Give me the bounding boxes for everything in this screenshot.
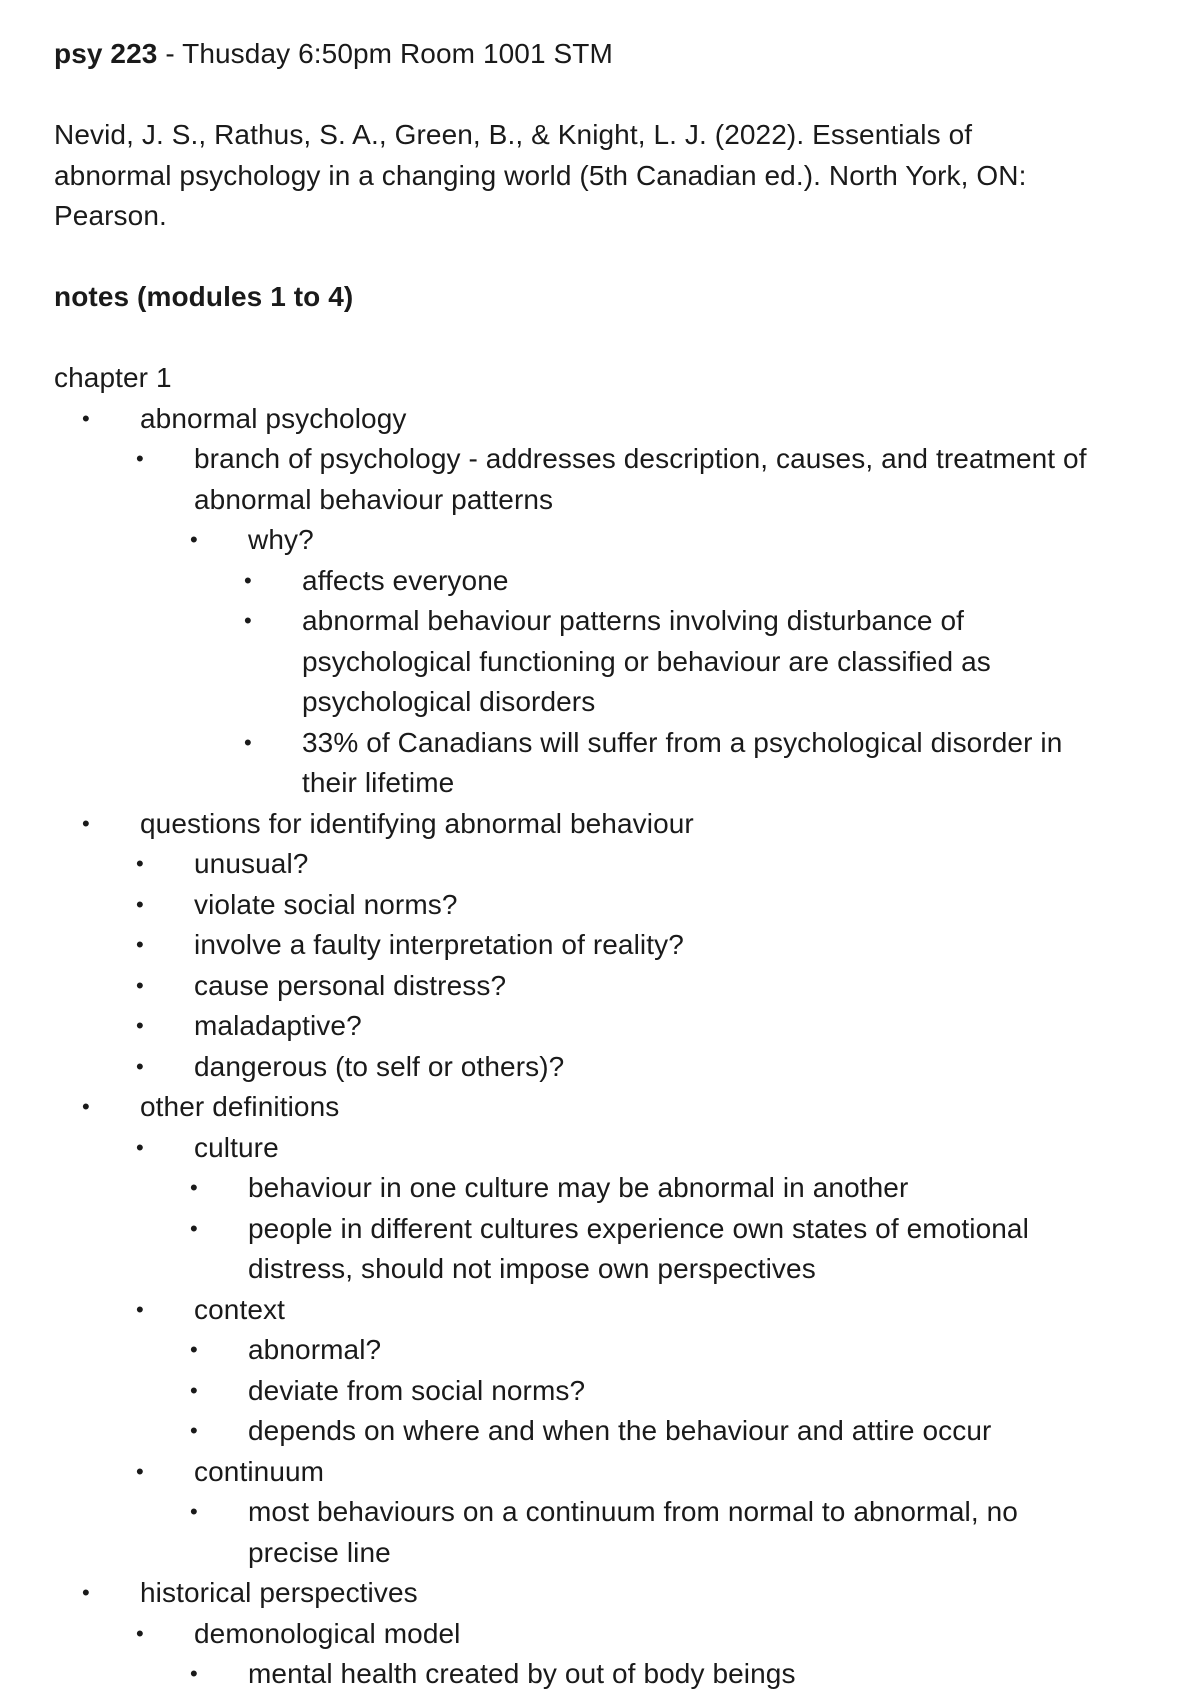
spacer: [54, 237, 1146, 278]
bullet-icon: •: [82, 1580, 90, 1605]
outline-item-text: depends on where and when the behaviour and attire occur: [248, 1415, 992, 1446]
spacer: [54, 75, 1146, 116]
bullet-icon: •: [136, 1013, 144, 1038]
outline-item-text: behaviour in one culture may be abnormal in another: [248, 1172, 909, 1203]
outline-item-level-2: [54, 925, 1146, 966]
outline-item-level-3: [54, 1492, 1146, 1573]
outline-item-text: culture: [194, 1131, 279, 1163]
outline-item-text: continuum: [194, 1455, 325, 1487]
outline-item-level-2: [54, 966, 1146, 1007]
outline-item-level-3: [54, 1209, 1146, 1290]
outline-item-text: abnormal?: [248, 1334, 382, 1365]
bullet-icon: •: [136, 891, 144, 917]
outline-item-level-2: [54, 844, 1146, 885]
outline-item-text: abnormal behaviour patterns involving disturbance of psychological functioning or behaviour are classified as psychological disorders: [302, 605, 991, 717]
outline-item-text: dangerous (to self or others)?: [194, 1050, 565, 1082]
bullet-icon: •: [190, 1661, 198, 1686]
outline-item-text: 33% of Canadians will suffer from a psychological disorder in their lifetime: [302, 726, 1063, 798]
bullet-icon: •: [136, 932, 144, 957]
outline-item-level-2: [54, 1290, 1146, 1331]
outline-item-level-3: [54, 1654, 1146, 1695]
outline-item-level-4: [54, 601, 1146, 723]
bullet-icon: •: [244, 729, 252, 755]
outline-item-text: involve a faulty interpretation of reality?: [194, 929, 684, 960]
outline-item-level-2: [54, 1006, 1146, 1047]
outline-item-level-3: [54, 1411, 1146, 1452]
bullet-icon: •: [190, 1499, 198, 1524]
outline-item-text: why?: [248, 524, 314, 555]
outline-item-level-2: [54, 1128, 1146, 1169]
outline-item-level-4: [54, 723, 1146, 804]
bullet-icon: •: [244, 567, 252, 593]
outline-item-text: branch of psychology - addresses description, causes, and treatment of abnormal behaviour patterns: [194, 443, 1087, 515]
outline-item-level-4: [54, 561, 1146, 602]
outline-item-level-3: [54, 1371, 1146, 1412]
outline-item-text: context: [194, 1293, 285, 1325]
outline-item-text: maladaptive?: [194, 1010, 362, 1041]
bullet-icon: •: [82, 405, 90, 431]
bullet-icon: •: [190, 1337, 198, 1362]
notes-outline: [54, 399, 1146, 1695]
outline-item-level-3: [54, 520, 1146, 561]
outline-item-text: demonological model: [194, 1617, 461, 1649]
course-header: [54, 34, 1146, 75]
bullet-icon: •: [136, 851, 144, 876]
outline-item-level-1: [54, 1087, 1146, 1128]
bullet-icon: •: [136, 1134, 144, 1160]
outline-item-level-2: [54, 885, 1146, 926]
bullet-icon: •: [82, 810, 90, 836]
outline-item-level-1: [54, 804, 1146, 845]
outline-item-text: mental health created by out of body beings: [248, 1658, 796, 1689]
bullet-icon: •: [136, 1296, 144, 1322]
bullet-icon: •: [136, 1458, 144, 1484]
textbook-citation: Nevid, J. S., Rathus, S. A., Green, B., & Knight, L. J. (2022). Essentials of abnormal psychology in a changing world (5th Canadian ed.). North York, ON: Pearson.: [54, 119, 1027, 231]
course-code: psy 223: [54, 38, 158, 69]
outline-item-level-2: [54, 439, 1146, 520]
outline-item-text: historical perspectives: [140, 1577, 418, 1608]
outline-item-level-3: [54, 1168, 1146, 1209]
outline-item-text: abnormal psychology: [140, 402, 407, 434]
outline-item-level-2: [54, 1452, 1146, 1493]
outline-item-level-2: [54, 1614, 1146, 1655]
outline-item-level-1: [54, 1573, 1146, 1614]
outline-item-text: other definitions: [140, 1091, 340, 1122]
outline-item-text: most behaviours on a continuum from normal to abnormal, no precise line: [248, 1496, 1018, 1568]
outline-item-text: questions for identifying abnormal behaviour: [140, 807, 694, 839]
bullet-icon: •: [190, 1215, 198, 1241]
outline-item-text: unusual?: [194, 848, 309, 879]
outline-item-level-1: [54, 399, 1146, 440]
outline-item-level-3: [54, 1330, 1146, 1371]
outline-item-text: violate social norms?: [194, 888, 458, 920]
outline-item-level-2: [54, 1047, 1146, 1088]
outline-item-text: affects everyone: [302, 564, 509, 596]
outline-item-text: people in different cultures experience own states of emotional distress, should not impose own perspectives: [248, 1212, 1029, 1284]
bullet-icon: •: [136, 1053, 144, 1079]
chapter-heading: chapter 1: [54, 362, 172, 393]
bullet-icon: •: [136, 1620, 144, 1646]
bullet-icon: •: [190, 1377, 198, 1403]
notes-heading: notes (modules 1 to 4): [54, 281, 354, 312]
course-schedule: - Thusday 6:50pm Room 1001 STM: [157, 38, 613, 69]
bullet-icon: •: [190, 1418, 198, 1443]
bullet-icon: •: [190, 1175, 198, 1200]
bullet-icon: •: [82, 1094, 90, 1119]
outline-item-text: deviate from social norms?: [248, 1374, 586, 1406]
bullet-icon: •: [244, 608, 252, 633]
bullet-icon: •: [136, 972, 144, 998]
spacer: [54, 318, 1146, 359]
bullet-icon: •: [136, 446, 144, 471]
outline-item-text: cause personal distress?: [194, 969, 507, 1001]
bullet-icon: •: [190, 527, 198, 552]
